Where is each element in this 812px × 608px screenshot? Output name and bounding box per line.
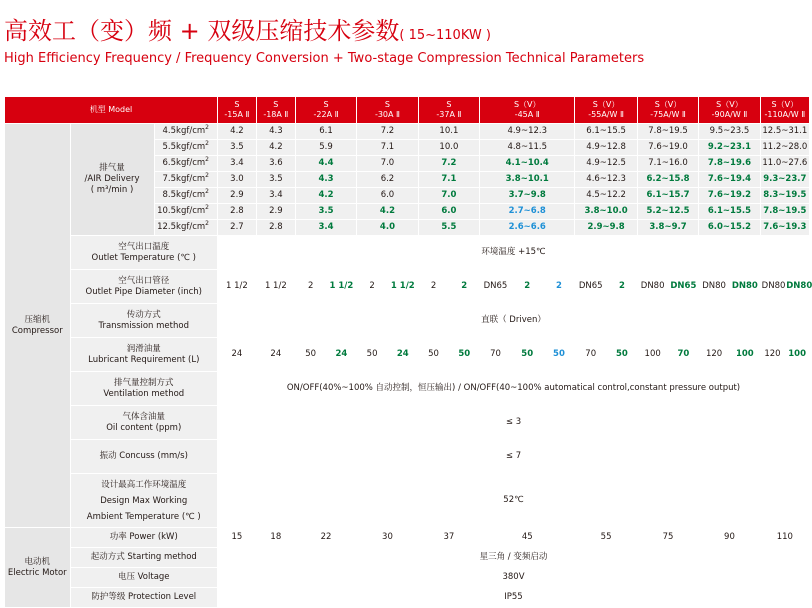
ventilation-label bbox=[70, 372, 217, 406]
table-cell: 7.0 bbox=[418, 188, 479, 204]
row-label-en: Outlet Pipe Diameter (inch) bbox=[85, 286, 202, 297]
table-cell: 9.5~23.5 bbox=[699, 124, 760, 140]
table-cell: DN65 bbox=[575, 270, 607, 304]
table-row bbox=[5, 304, 810, 338]
table-cell: 22 bbox=[295, 528, 356, 548]
unit-superscript: 2 bbox=[205, 188, 209, 196]
row-label-en: Transmission method bbox=[98, 320, 189, 331]
table-cell: 3.5 bbox=[256, 172, 295, 188]
table-cell: 24 bbox=[326, 338, 357, 372]
row-label-cn: 气体含油量 bbox=[122, 411, 166, 422]
row-label-cn: 排气量控制方式 bbox=[114, 377, 174, 388]
table-cell: 4.0 bbox=[357, 220, 418, 236]
table-cell: 70 bbox=[668, 338, 699, 372]
table-cell: 3.8~9.7 bbox=[637, 220, 698, 236]
table-cell: 7.2 bbox=[418, 156, 479, 172]
table-cell: 2.9 bbox=[217, 188, 256, 204]
table-row bbox=[5, 124, 810, 140]
spec-table bbox=[4, 96, 810, 608]
row-label-en: Ventilation method bbox=[103, 388, 185, 399]
table-cell: 6.2 bbox=[357, 172, 418, 188]
table-cell: 2 bbox=[418, 270, 449, 304]
starting-method-value: 星三角 / 变频启动 bbox=[217, 548, 809, 568]
table-cell: 50 bbox=[607, 338, 638, 372]
table-cell: 24 bbox=[387, 338, 418, 372]
table-cell: 4.3 bbox=[256, 124, 295, 140]
table-cell: 37 bbox=[418, 528, 479, 548]
table-cell: 7.8~19.6 bbox=[699, 156, 760, 172]
table-cell: 100 bbox=[785, 338, 810, 372]
voltage-value: 380V bbox=[217, 568, 809, 588]
table-cell: 3.8~10.0 bbox=[575, 204, 637, 220]
unit-superscript: 2 bbox=[205, 124, 209, 132]
table-cell: 3.5 bbox=[217, 140, 256, 156]
row-label-cn: 空气出口管径 bbox=[118, 275, 170, 286]
table-cell: 2.8 bbox=[217, 204, 256, 220]
unit-superscript: 2 bbox=[205, 140, 209, 148]
voltage-label: 电压 Voltage bbox=[70, 568, 217, 588]
table-cell: 4.1~10.4 bbox=[480, 156, 575, 172]
pressure-label: $6.5kgf/cm^2$ bbox=[154, 156, 217, 172]
protection-level-value: IP55 bbox=[217, 588, 809, 608]
table-cell: 24 bbox=[256, 338, 295, 372]
table-cell: 4.2 bbox=[256, 140, 295, 156]
lubricant-label bbox=[70, 338, 217, 372]
transmission-value: 直联（ Driven） bbox=[217, 304, 809, 338]
table-cell: 4.9~12.3 bbox=[480, 124, 575, 140]
unit-superscript: 2 bbox=[205, 204, 209, 212]
table-row bbox=[5, 474, 810, 528]
model-header: S -18A Ⅱ bbox=[256, 97, 295, 124]
concuss-label: 振动 Concuss (mm/s) bbox=[70, 440, 217, 474]
table-row bbox=[5, 548, 810, 568]
table-cell: 6.1~15.5 bbox=[575, 124, 637, 140]
table-cell: 8.3~19.5 bbox=[760, 188, 809, 204]
table-cell: 7.8~19.5 bbox=[760, 204, 809, 220]
model-header: S（V） -45A Ⅱ bbox=[480, 97, 575, 124]
pressure-label: $7.5kgf/cm^2$ bbox=[154, 172, 217, 188]
title-main: 高效工（变）频 + 双级压缩技术参数 bbox=[4, 17, 400, 45]
motor-category: 电动机 Electric Motor bbox=[5, 528, 71, 608]
table-cell: 7.6~19.3 bbox=[760, 220, 809, 236]
table-cell: 5.5 bbox=[418, 220, 479, 236]
table-cell: 7.0 bbox=[357, 156, 418, 172]
table-cell: 100 bbox=[637, 338, 668, 372]
table-cell: 75 bbox=[637, 528, 698, 548]
table-cell: 3.0 bbox=[217, 172, 256, 188]
table-row bbox=[5, 588, 810, 608]
table-row bbox=[5, 338, 810, 372]
table-cell: 50 bbox=[543, 338, 575, 372]
row-label-cn: 润滑油量 bbox=[126, 343, 161, 354]
table-cell: 50 bbox=[449, 338, 480, 372]
table-cell: 55 bbox=[575, 528, 637, 548]
table-cell: 2 bbox=[607, 270, 638, 304]
row-label-cn: 传动方式 bbox=[126, 309, 161, 320]
table-cell: 4.6~12.3 bbox=[575, 172, 637, 188]
table-cell: 1 1/2 bbox=[326, 270, 357, 304]
model-header: S（V） -75A/W Ⅱ bbox=[637, 97, 698, 124]
table-cell: 7.8~19.5 bbox=[637, 124, 698, 140]
table-cell: 7.1 bbox=[418, 172, 479, 188]
pressure-label: $5.5kgf/cm^2$ bbox=[154, 140, 217, 156]
outlet-pipe-label bbox=[70, 270, 217, 304]
table-cell: 9.2~23.1 bbox=[699, 140, 760, 156]
table-cell: 6.1~15.7 bbox=[637, 188, 698, 204]
table-cell: 50 bbox=[295, 338, 326, 372]
table-cell: 2.9~9.8 bbox=[575, 220, 637, 236]
table-cell: 3.6 bbox=[256, 156, 295, 172]
table-cell: 6.2~15.8 bbox=[637, 172, 698, 188]
row-label-en: Outlet Temperature (℃ ) bbox=[91, 252, 196, 263]
table-cell: 7.1 bbox=[357, 140, 418, 156]
table-cell: 10.0 bbox=[418, 140, 479, 156]
table-row bbox=[5, 406, 810, 440]
table-cell: 110 bbox=[760, 528, 809, 548]
table-cell: 45 bbox=[480, 528, 575, 548]
model-header: S（V） -90A/W Ⅱ bbox=[699, 97, 760, 124]
table-cell: DN65 bbox=[668, 270, 699, 304]
table-cell: 30 bbox=[357, 528, 418, 548]
table-cell: 7.6~19.0 bbox=[637, 140, 698, 156]
table-cell: 4.8~11.5 bbox=[480, 140, 575, 156]
table-cell: 9.3~23.7 bbox=[760, 172, 809, 188]
max-temp-label bbox=[70, 474, 217, 528]
table-cell: 1 1/2 bbox=[217, 270, 256, 304]
table-cell: 2.8 bbox=[256, 220, 295, 236]
model-header: S（V） -55A/W Ⅱ bbox=[575, 97, 637, 124]
model-header: S -22A Ⅱ bbox=[295, 97, 356, 124]
table-cell: 50 bbox=[418, 338, 449, 372]
table-cell: 120 bbox=[760, 338, 785, 372]
table-cell: 11.2~28.0 bbox=[760, 140, 809, 156]
table-cell: 18 bbox=[256, 528, 295, 548]
table-cell: 3.4 bbox=[295, 220, 356, 236]
concuss-value: ≤ 7 bbox=[217, 440, 809, 474]
table-cell: 2.7 bbox=[217, 220, 256, 236]
table-cell: 7.2 bbox=[357, 124, 418, 140]
pressure-label: $4.5kgf/cm^2$ bbox=[154, 124, 217, 140]
table-cell: 4.9~12.5 bbox=[575, 156, 637, 172]
transmission-label bbox=[70, 304, 217, 338]
model-header: S -15A Ⅱ bbox=[217, 97, 256, 124]
table-cell: 6.1 bbox=[295, 124, 356, 140]
row-label-cn: 设计最高工作环境温度 bbox=[101, 479, 187, 490]
max-temp-value: 52℃ bbox=[217, 474, 809, 528]
page-title bbox=[4, 16, 491, 46]
row-label-en: Design Max Working bbox=[100, 495, 188, 506]
table-row bbox=[5, 270, 810, 304]
table-cell: 70 bbox=[575, 338, 607, 372]
table-cell: 3.4 bbox=[217, 156, 256, 172]
row-label-en: Lubricant Requirement (L) bbox=[88, 354, 200, 365]
power-label: 功率 Power (kW) bbox=[70, 528, 217, 548]
table-cell: 7.6~19.2 bbox=[699, 188, 760, 204]
table-cell: DN80 bbox=[699, 270, 730, 304]
table-cell: 5.9 bbox=[295, 140, 356, 156]
table-cell: 100 bbox=[729, 338, 760, 372]
table-cell: 4.4 bbox=[295, 156, 356, 172]
table-cell: 2 bbox=[449, 270, 480, 304]
table-cell: 24 bbox=[217, 338, 256, 372]
table-cell: 2.7~6.8 bbox=[480, 204, 575, 220]
table-cell: 4.2 bbox=[295, 188, 356, 204]
model-label: 机型 Model bbox=[5, 97, 218, 124]
table-cell: 4.9~12.8 bbox=[575, 140, 637, 156]
table-row bbox=[5, 568, 810, 588]
table-cell: 50 bbox=[511, 338, 543, 372]
table-cell: 5.2~12.5 bbox=[637, 204, 698, 220]
table-cell: 12.5~31.1 bbox=[760, 124, 809, 140]
table-cell: 15 bbox=[217, 528, 256, 548]
model-header: S -30A Ⅱ bbox=[357, 97, 418, 124]
table-cell: 3.7~9.8 bbox=[480, 188, 575, 204]
unit-superscript: 2 bbox=[205, 172, 209, 180]
table-cell: 1 1/2 bbox=[256, 270, 295, 304]
table-cell: 90 bbox=[699, 528, 760, 548]
table-row bbox=[5, 372, 810, 406]
table-header bbox=[5, 97, 810, 124]
table-cell: 2 bbox=[543, 270, 575, 304]
table-cell: 11.0~27.6 bbox=[760, 156, 809, 172]
table-cell: 4.2 bbox=[217, 124, 256, 140]
table-cell: 3.5 bbox=[295, 204, 356, 220]
protection-level-label: 防护等级 Protection Level bbox=[70, 588, 217, 608]
page-subtitle: High Efficiency Frequency / Frequency Conversion + Two-stage Compression Technical Parameters bbox=[4, 51, 645, 66]
table-cell: 2 bbox=[357, 270, 388, 304]
pressure-label: $8.5kgf/cm^2$ bbox=[154, 188, 217, 204]
row-label-en: Ambient Temperature (℃ ) bbox=[86, 511, 201, 522]
unit-superscript: 2 bbox=[205, 156, 209, 164]
outlet-temperature-label bbox=[70, 236, 217, 270]
table-cell: 6.0 bbox=[357, 188, 418, 204]
table-cell: 4.2 bbox=[357, 204, 418, 220]
table-cell: 50 bbox=[357, 338, 388, 372]
table-cell: 7.1~16.0 bbox=[637, 156, 698, 172]
table-cell: DN80 bbox=[729, 270, 760, 304]
table-cell: 7.6~19.4 bbox=[699, 172, 760, 188]
table-cell: 3.4 bbox=[256, 188, 295, 204]
table-cell: DN80 bbox=[637, 270, 668, 304]
compressor-category: 压缩机 Compressor bbox=[5, 124, 71, 528]
table-cell: DN80 bbox=[760, 270, 785, 304]
table-cell: 4.5~12.2 bbox=[575, 188, 637, 204]
table-row bbox=[5, 440, 810, 474]
table-cell: 2 bbox=[295, 270, 326, 304]
table-cell: 3.8~10.1 bbox=[480, 172, 575, 188]
row-label-en: Oil content (ppm) bbox=[106, 422, 182, 433]
table-cell: 2 bbox=[511, 270, 543, 304]
oil-content-value: ≤ 3 bbox=[217, 406, 809, 440]
air-delivery-label: 排气量 /AIR Delivery ( m³/min ) bbox=[70, 124, 154, 236]
model-header: S（V） -110A/W Ⅱ bbox=[760, 97, 809, 124]
table-cell: 70 bbox=[480, 338, 512, 372]
table-cell: 2.9 bbox=[256, 204, 295, 220]
pressure-label: $10.5kgf/cm^2$ bbox=[154, 204, 217, 220]
pressure-label: $12.5kgf/cm^2$ bbox=[154, 220, 217, 236]
starting-method-label: 起动方式 Starting method bbox=[70, 548, 217, 568]
oil-content-label bbox=[70, 406, 217, 440]
table-cell: 4.3 bbox=[295, 172, 356, 188]
table-cell: 1 1/2 bbox=[387, 270, 418, 304]
title-range: ( 15~110KW ) bbox=[399, 28, 491, 43]
table-cell: 120 bbox=[699, 338, 730, 372]
outlet-temperature-value: 环境温度 +15℃ bbox=[217, 236, 809, 270]
table-cell: 2.6~6.6 bbox=[480, 220, 575, 236]
ventilation-value: ON/OFF(40%~100% 自动控制，恒压输出) / ON/OFF(40~100% automatical control,constant pressure output) bbox=[217, 372, 809, 406]
table-cell: DN80 bbox=[785, 270, 810, 304]
table-cell: 6.0~15.2 bbox=[699, 220, 760, 236]
unit-superscript: 2 bbox=[205, 220, 209, 228]
row-label-cn: 空气出口温度 bbox=[118, 241, 170, 252]
model-header: S -37A Ⅱ bbox=[418, 97, 479, 124]
table-row bbox=[5, 236, 810, 270]
table-cell: 10.1 bbox=[418, 124, 479, 140]
table-row bbox=[5, 528, 810, 548]
table-cell: DN65 bbox=[480, 270, 512, 304]
table-cell: 6.0 bbox=[418, 204, 479, 220]
table-cell: 6.1~15.5 bbox=[699, 204, 760, 220]
